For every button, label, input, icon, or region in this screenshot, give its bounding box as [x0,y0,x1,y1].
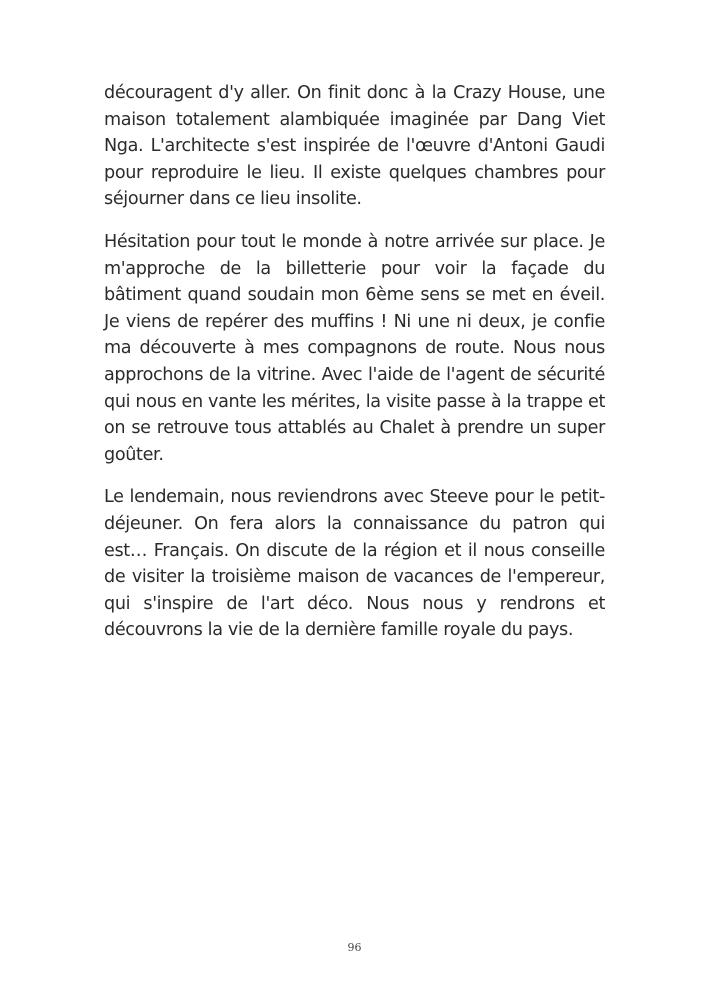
body-text [104,80,605,660]
paragraph-2: Hésitation pour tout le monde à notre arrivée sur place. Je m'approche de la billetterie pour voir la façade du bâtiment quand soudain mon 6ème sens se met en éveil. Je viens de repérer des muffins ! Ni une ni deux, je confie ma découverte à mes compagnons de route. Nous nous approchons de la vitrine. Avec l'aide de l'agent de sécurité qui nous en vante les mérites, la visite passe à la trappe et on se retrouve tous attablés au Chalet à prendre un super goûter. [104,231,605,465]
paragraph-1: découragent d'y aller. On finit donc à la Crazy House, une maison totalement alambiquée imaginée par Dang Viet Nga. L'architecte s'est inspirée de l'œuvre d'Antoni Gaudi pour reproduire le lieu. Il existe quelques chambres pour séjourner dans ce lieu insolite. [104,83,605,210]
page-number: 96 [347,941,362,954]
paragraph-3: Le lendemain, nous reviendrons avec Steeve pour le petit-déjeuner. On fera alors la connaissance du patron qui est… Français. On discute de la région et il nous conseille de visiter la troisième maison de vacances de l'empereur, qui s'inspire de l'art déco. Nous nous y rendrons et découvrons la vie de la dernière famille royale du pays. [104,487,605,641]
